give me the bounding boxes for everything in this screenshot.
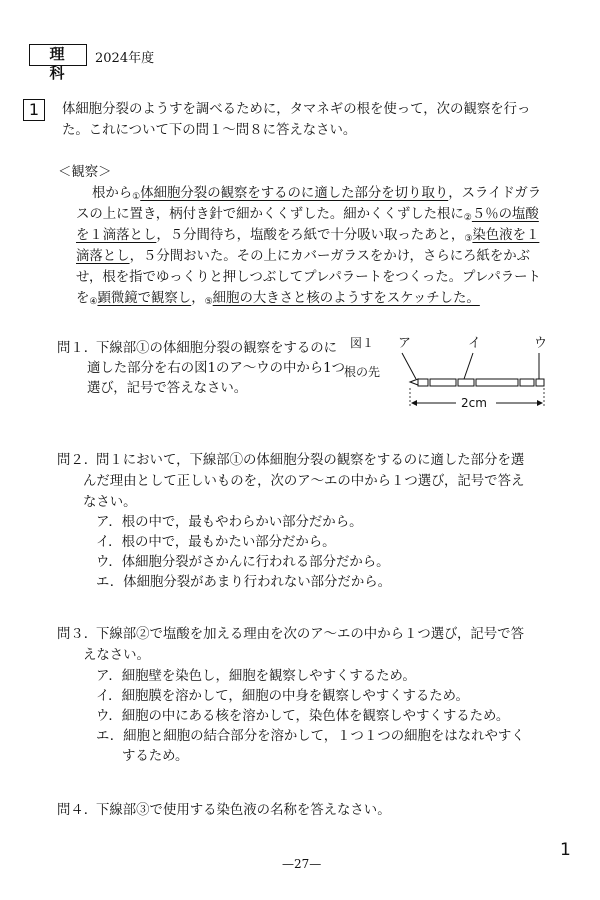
question-number-box: 1 (23, 99, 45, 121)
q3-option-e: エ．細胞と細胞の結合部分を溶かして，１つ１つの細胞をはなれやすく (96, 729, 525, 744)
q3-option-u: ウ．細胞の中にある核を溶かして，染色体を観察しやすくするため。 (96, 709, 510, 724)
q2-line-3: なさい。 (83, 495, 137, 510)
pointer-line-i (464, 353, 473, 379)
text: スの上に置き，柄付き針で細かくくずした。細かくくずした根に (76, 207, 464, 222)
root-segment (418, 379, 428, 386)
observation-line-4 (76, 247, 530, 267)
underline-4: 顕微鏡で観察し (97, 291, 192, 306)
text: ，５分間待ち，塩酸をろ紙で十分吸い取ったあと， (156, 228, 465, 243)
text: を (76, 291, 90, 306)
figure-title: 図１ (350, 336, 375, 350)
q3-line-1: 下線部②で塩酸を加える理由を次のア〜エの中から１つ選び，記号で答 (96, 627, 524, 642)
exam-year: 2024年度 (95, 51, 155, 66)
label-u: ウ (534, 336, 548, 351)
q2-option-u: ウ．体細胞分裂がさかんに行われる部分だから。 (96, 555, 390, 570)
observation-line-6 (76, 289, 480, 312)
q1-line-2: 適した部分を右の図1のア〜ウの中から1つ (87, 361, 346, 376)
question-intro-line-1: 体細胞分裂のようすを調べるために，タマネギの根を使って，次の観察を行っ (62, 102, 531, 117)
q2-line-2: んだ理由として正しいものを，次のア〜エの中から１つ選び，記号で答え (83, 474, 525, 489)
q1-line-1: 下線部①の体細胞分裂の観察をするのに (96, 341, 338, 356)
corner-number: 1 (560, 840, 571, 860)
text: ，スライドガラ (448, 186, 542, 201)
marker-4: ④ (89, 297, 98, 307)
label-i: イ (468, 336, 482, 351)
underline-3a: 染色液を１ (472, 228, 540, 243)
q3-option-e-continued: するため。 (122, 749, 189, 764)
subject-box: 理 科 (29, 44, 87, 66)
root-segment (520, 379, 534, 386)
q3-line-2: えなさい。 (83, 648, 150, 663)
root-segment (430, 379, 456, 386)
figure-1-root-diagram (340, 330, 570, 415)
underline-1: 体細胞分裂の観察をするのに適した部分を切り取り (140, 186, 449, 201)
observation-line-2 (76, 205, 539, 228)
observation-line-3 (76, 226, 539, 249)
q3-label: 問３． (57, 627, 98, 642)
root-segment (458, 379, 474, 386)
q2-option-a: ア．根の中で，最もやわらかい部分だから。 (96, 515, 363, 530)
root-tip-shape (410, 379, 418, 385)
q1-line-3: 選び，記号で答えなさい。 (87, 381, 248, 396)
q4-label: 問４． (57, 803, 98, 818)
underline-3b: 滴落とし (76, 249, 130, 264)
q2-option-i: イ．根の中で，最もかたい部分だから。 (96, 535, 336, 550)
label-a: ア (398, 336, 412, 351)
underline-2a: ５％の塩酸 (471, 207, 539, 222)
observation-line-5: せ，根を指でゆっくりと押しつぶしてプレパラートをつくった。プレパラート (76, 270, 541, 285)
q3-option-a: ア．細胞壁を染色し，細胞を観察しやすくするため。 (96, 669, 416, 684)
question-intro-line-2: た。これについて下の問１〜問８に答えなさい。 (62, 123, 357, 138)
q2-line-1: 問１において，下線部①の体細胞分裂の観察をするのに適した部分を選 (96, 453, 525, 468)
observation-line-1 (92, 184, 541, 207)
root-segment (476, 379, 518, 386)
root-tip-label: 根の先 (344, 365, 381, 379)
marker-2: ② (463, 213, 472, 223)
scale-arrow-right (537, 400, 543, 406)
observation-heading: ＜観察＞ (58, 165, 112, 180)
pointer-line-a (402, 353, 416, 379)
root-segment (536, 379, 544, 386)
q3-option-i: イ．細胞膜を溶かして，細胞の中身を観察しやすくするため。 (96, 689, 469, 704)
q2-option-e: エ．体細胞分裂があまり行われない部分だから。 (96, 575, 391, 590)
page-number: —27— (282, 857, 322, 871)
text: 根から (92, 186, 133, 201)
marker-3: ③ (464, 234, 473, 244)
marker-5: ⑤ (204, 297, 213, 307)
text: ，５分間おいた。その上にカバーガラスをかけ，さらにろ紙をかぶ (129, 249, 531, 264)
text: ， (191, 291, 205, 306)
q2-label: 問２． (57, 453, 98, 468)
scale-label: 2cm (461, 396, 487, 410)
q1-label: 問１． (57, 341, 98, 356)
q4-text: 下線部③で使用する染色液の名称を答えなさい。 (96, 803, 391, 818)
marker-1: ① (132, 192, 141, 202)
underline-2b: を１滴落とし (76, 228, 157, 243)
scale-arrow-left (411, 400, 417, 406)
underline-5: 細胞の大きさと核のようすをスケッチした。 (212, 291, 480, 306)
